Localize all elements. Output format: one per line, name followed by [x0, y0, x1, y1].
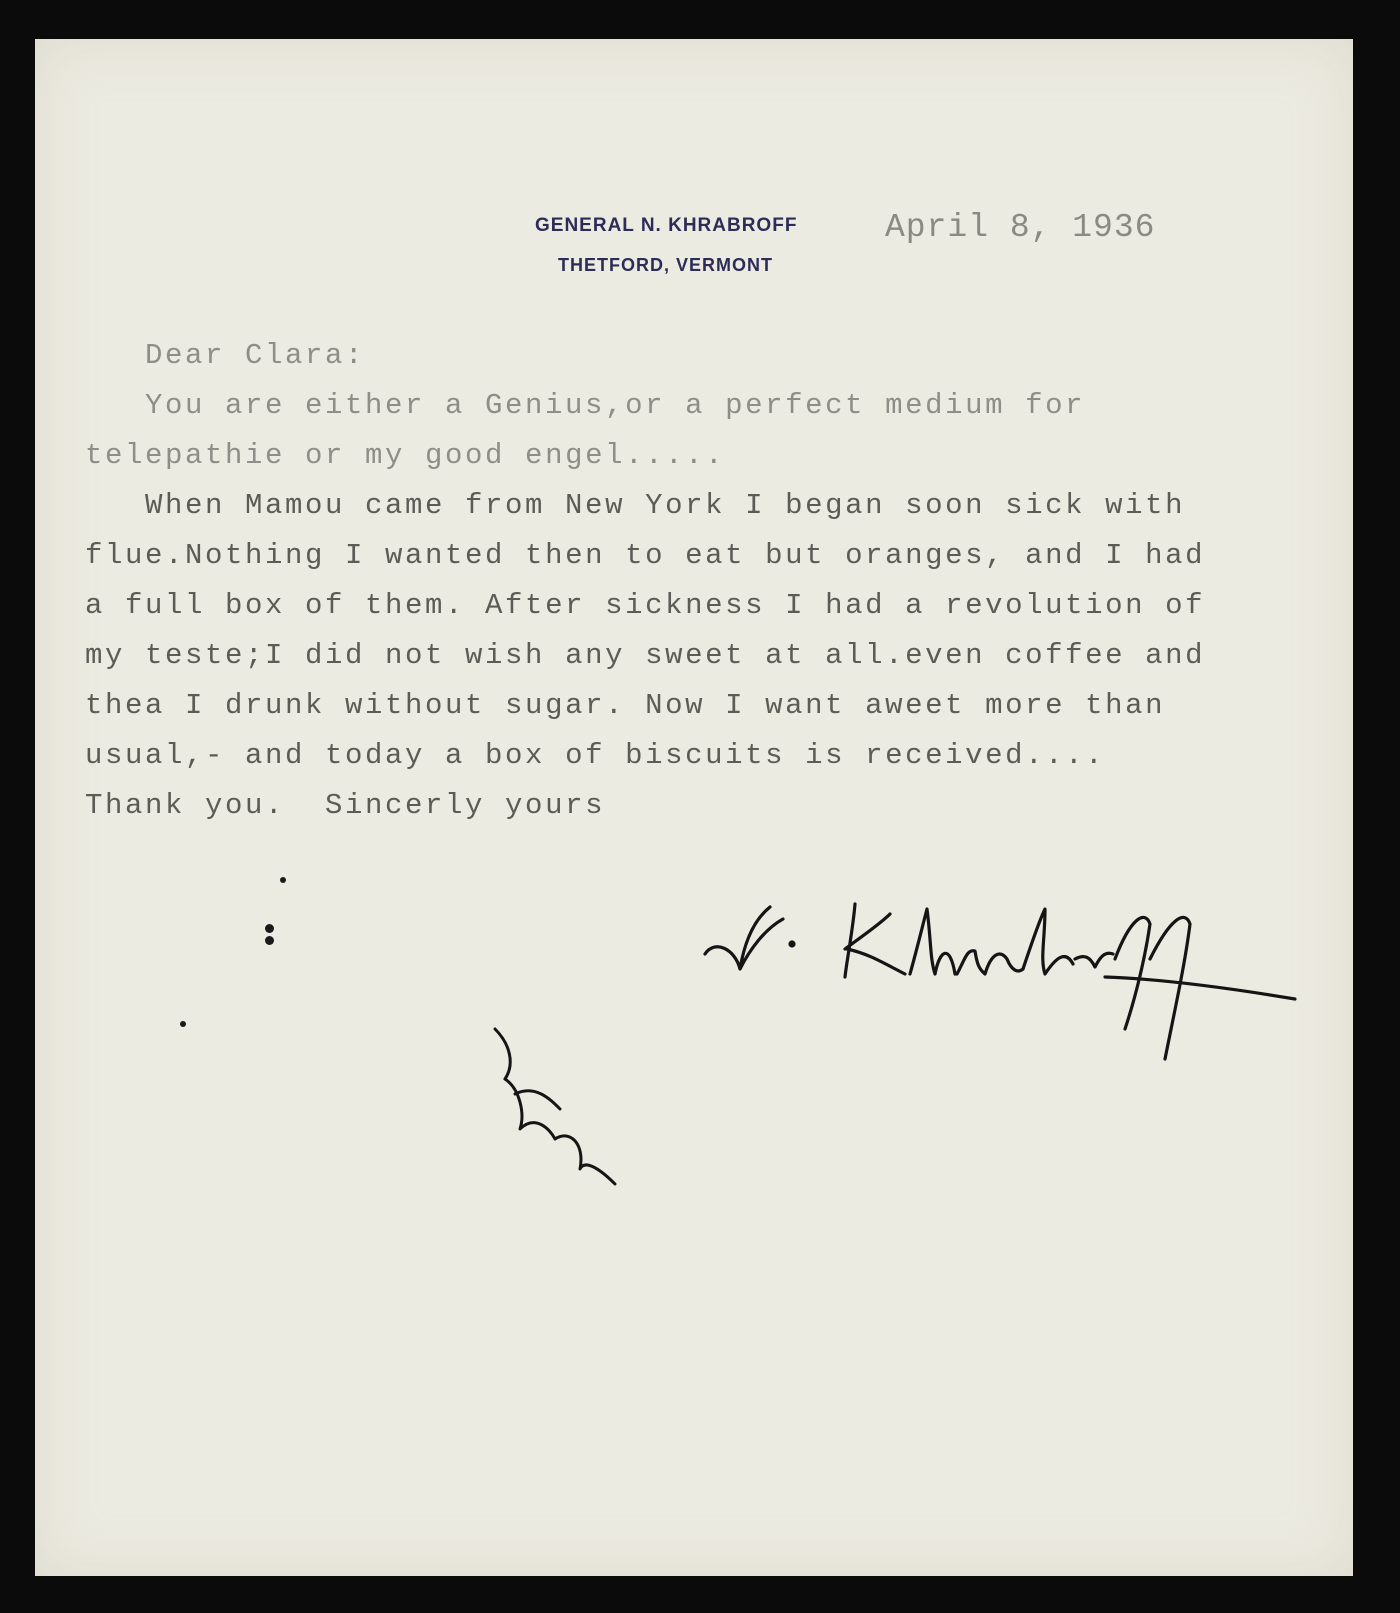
body-line-1: You are either a Genius,or a perfect medium for [145, 389, 1086, 422]
ink-dot [180, 1021, 186, 1027]
ink-dot [280, 877, 286, 883]
ink-dot [265, 924, 274, 933]
body-line-6: my teste;I did not wish any sweet at all.even coffee and [85, 639, 1206, 672]
closing-line: Thank you. Sincerly yours [85, 789, 606, 822]
letter-paper [35, 39, 1353, 1576]
body-line-7: thea I drunk without sugar. Now I want aweet more than [85, 689, 1166, 722]
salutation: Dear Clara: [145, 339, 366, 372]
body-line-8: usual,- and today a box of biscuits is received.... [85, 739, 1106, 772]
body-line-3: When Mamou came from New York I began soon sick with [145, 489, 1186, 522]
body-line-2: telepathie or my good engel..... [85, 439, 726, 472]
body-line-4: flue.Nothing I wanted then to eat but oranges, and I had [85, 539, 1206, 572]
ink-dot [265, 936, 274, 945]
handwritten-signature [695, 879, 1315, 1079]
letterhead-place: THETFORD, VERMONT [558, 255, 773, 275]
body-line-5: a full box of them. After sickness I had a revolution of [85, 589, 1206, 622]
handwritten-mark [475, 1019, 645, 1199]
letter-date: April 8, 1936 [885, 209, 1156, 246]
letterhead-name: GENERAL N. KHRABROFF [535, 215, 798, 236]
